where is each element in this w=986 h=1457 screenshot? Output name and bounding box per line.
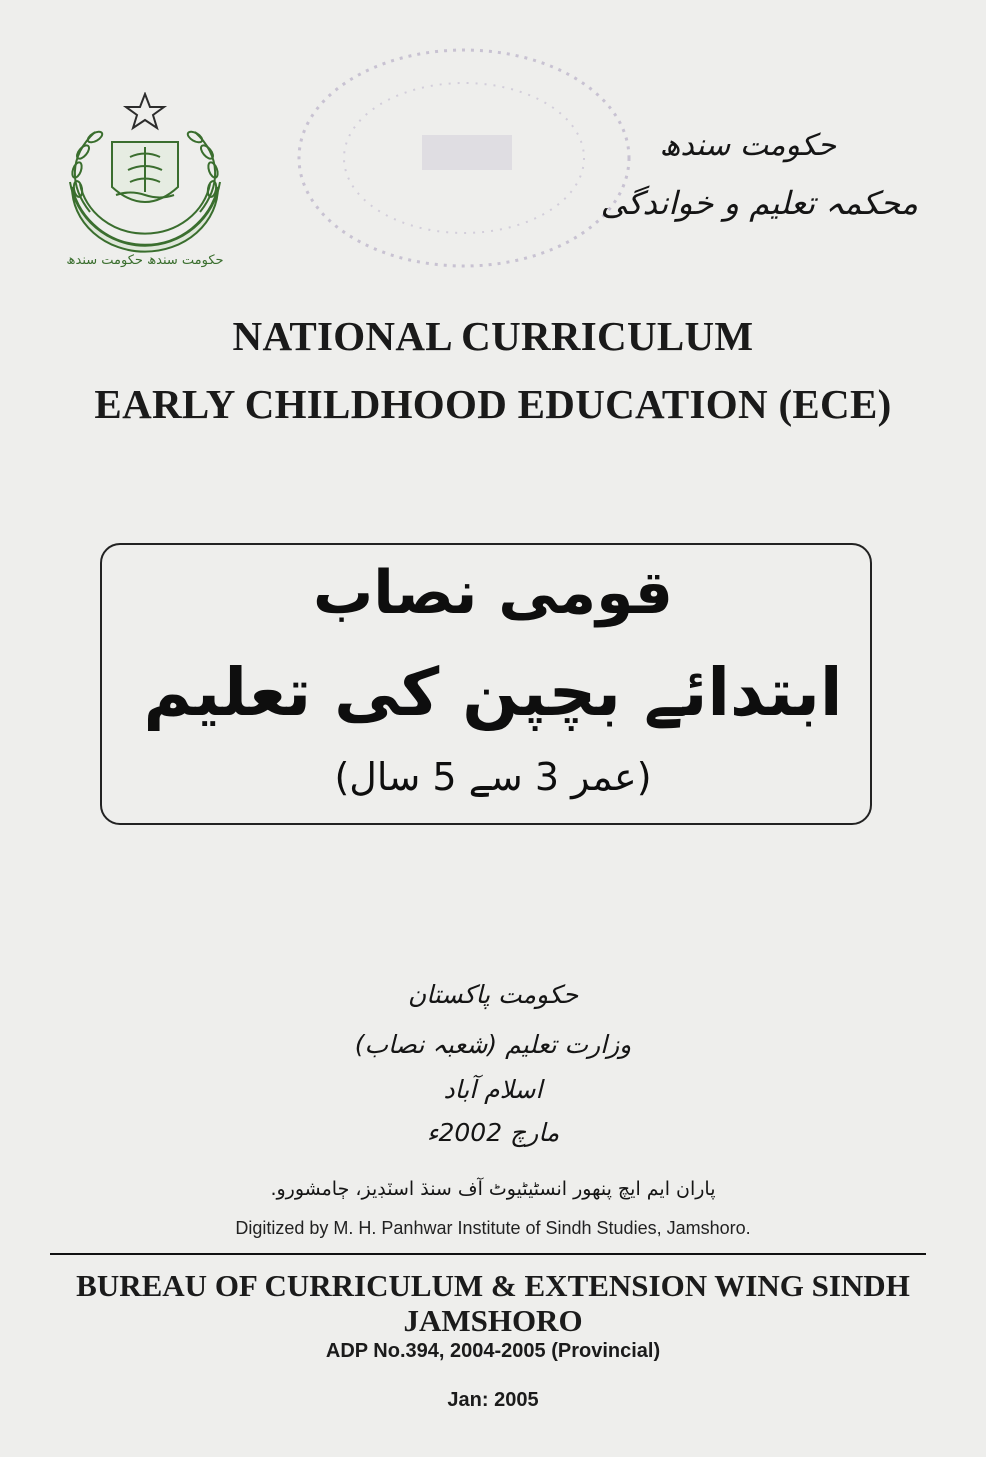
urdu-government-sindh: حکومت سندھ [659,128,836,163]
title-national-curriculum: NATIONAL CURRICULUM [232,313,754,359]
urdu-title-line-2: ابتدائے بچپن کی تعلیم [143,654,843,731]
publisher-city: اسلام آباد [443,1075,543,1104]
publication-date: Jan: 2005 [447,1389,539,1411]
digitized-note-english: Digitized by M. H. Panhwar Institute of Sindh Studies, Jamshoro. [235,1218,751,1238]
bureau-city: JAMSHORO [403,1303,583,1338]
urdu-age-range: (عمر 3 سے 5 سال) [334,755,652,799]
digitized-note-urdu: پاران ایم ایچ پنھور انسٹیٹیوٹ آف سنڌ اسٽڊيز، ڄامشورو. [270,1178,716,1200]
urdu-education-department: محکمہ تعلیم و خواندگی [600,184,918,222]
publisher-ministry: وزارت تعلیم (شعبہ نصاب) [354,1030,632,1059]
title-ece: EARLY CHILDHOOD EDUCATION (ECE) [94,381,892,427]
sindh-government-seal [50,92,240,277]
publisher-government: حکومت پاکستان [407,980,579,1009]
adp-number: ADP No.394, 2004-2005 (Provincial) [325,1340,661,1362]
faint-stamp [292,40,637,275]
urdu-title-line-1: قومی نصاب [312,558,674,628]
publisher-date: مارچ 2002ء [426,1118,560,1147]
bureau-name: BUREAU OF CURRICULUM & EXTENSION WING SINDH [76,1268,910,1303]
divider-line [50,1253,926,1255]
seal-text: حکومت سندھ حکومت سندھ [66,253,224,268]
